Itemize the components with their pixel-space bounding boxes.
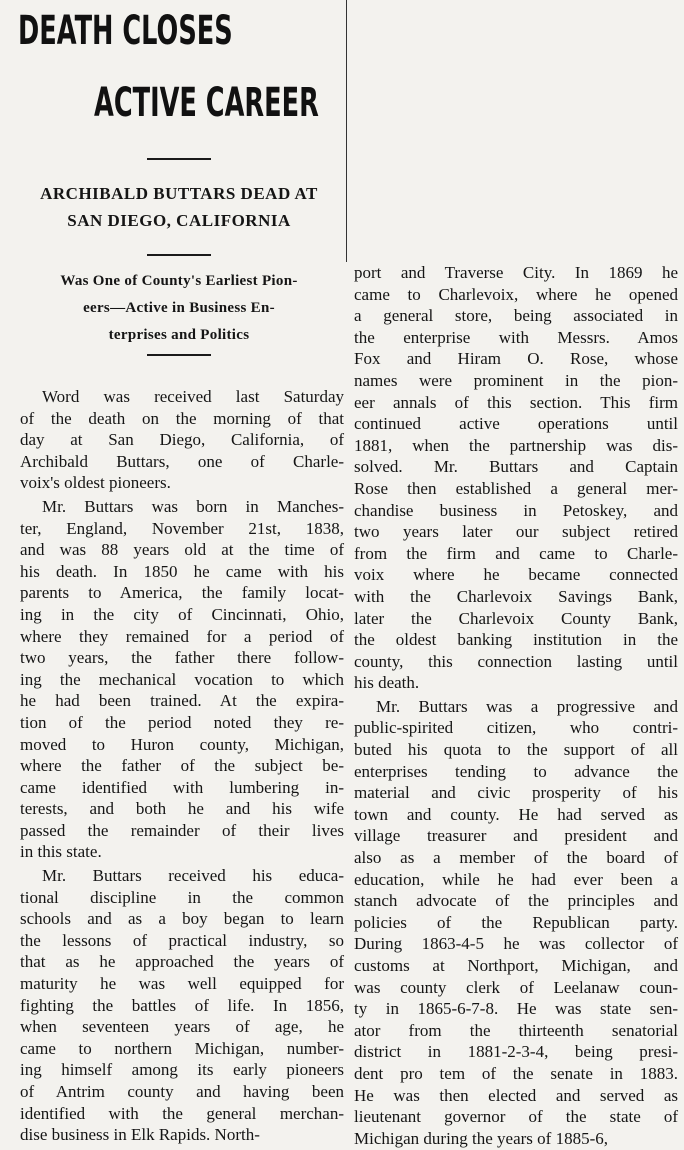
deck-line-2: eers—Active in Business En-	[83, 300, 275, 316]
deck-line-1: Was One of County's Earliest Pion-	[60, 273, 298, 289]
text-line: Mr. Buttars was a progressive and	[376, 696, 678, 716]
text-line: names were prominent in the pion-	[354, 370, 678, 390]
column-divider	[346, 0, 347, 262]
article-body-right	[354, 262, 678, 1149]
paragraph	[20, 386, 344, 494]
text-line: district in 1881-2-3-4, being presi-	[354, 1042, 678, 1062]
text-line: eer annals of this section. This firm	[354, 392, 678, 412]
text-line: enterprises tending to advance the	[354, 761, 678, 781]
text-line: day at San Diego, California, of	[20, 430, 344, 450]
subheadline-line-2: SAN DIEGO, CALIFORNIA	[67, 211, 291, 230]
text-line: public-spirited citizen, who contri-	[354, 718, 678, 738]
text-line: continued active operations until	[354, 414, 678, 434]
text-line: He was then elected and served as	[354, 1085, 678, 1105]
text-line: the enterprise with Messrs. Amos	[354, 327, 678, 347]
text-line: with the Charlevoix Savings Bank,	[354, 586, 678, 606]
text-line: port and Traverse City. In 1869 he	[354, 263, 678, 282]
text-line: two years, the father there follow-	[20, 648, 344, 668]
text-line: a general store, being associated in	[354, 306, 678, 326]
text-line: ing in the city of Cincinnati, Ohio,	[20, 604, 344, 624]
text-line: county, this connection lasting until	[354, 651, 678, 671]
text-line: the oldest banking institution in the	[354, 630, 678, 650]
subheadline	[14, 180, 344, 234]
text-line: of Antrim county and having been	[20, 1082, 344, 1101]
paragraph	[20, 496, 344, 863]
text-line: policies of the Republican party.	[354, 912, 678, 932]
headline-rule	[147, 158, 211, 160]
paragraph	[354, 262, 678, 694]
text-line: Word was received last Saturday	[42, 387, 344, 406]
text-line: buted his quota to the support of all	[354, 740, 678, 760]
headline-line-2: ACTIVE CAREER	[94, 80, 319, 126]
text-line: Michigan during the years of 1885-6,	[354, 1128, 608, 1148]
text-line: ator from the thirteenth senatorial	[354, 1020, 678, 1040]
text-line: ing himself among its early pioneers	[20, 1060, 344, 1080]
text-line: town and county. He had served as	[354, 804, 678, 824]
text-line: his death.	[354, 673, 420, 693]
text-line: the lessons of practical industry, so	[20, 930, 344, 950]
text-line: that as he approached the years of	[20, 952, 344, 972]
paragraph	[354, 696, 678, 1149]
text-line: dise business in Elk Rapids. North-	[20, 1125, 260, 1145]
text-line: of the death on the morning of that	[20, 408, 344, 428]
text-line: ter, England, November 21st, 1838,	[20, 518, 344, 538]
text-line: moved to Huron county, Michigan,	[20, 734, 344, 754]
text-line: Mr. Buttars was born in Manches-	[42, 496, 344, 516]
text-line: maturity he was well equipped for	[20, 974, 344, 994]
text-line: voix where he became connected	[354, 565, 678, 585]
text-line: village treasurer and president and	[354, 826, 678, 846]
text-line: voix's oldest pioneers.	[20, 473, 171, 493]
text-line: came to Charlevoix, where he opened	[354, 284, 678, 304]
text-line: stanch advocate of the principles and	[354, 891, 678, 911]
text-line: schools and as a boy began to learn	[20, 909, 344, 929]
text-line: in this state.	[20, 842, 102, 862]
text-line: education, while he had ever been a	[354, 869, 678, 889]
text-line: he had been trained. At the expira-	[20, 691, 344, 711]
text-line: tional discipline in the common	[20, 887, 344, 907]
text-line: parents to America, the family locat-	[20, 583, 344, 603]
deck-rule	[147, 354, 211, 356]
text-line: Rose then established a general mer-	[354, 478, 678, 498]
text-line: fighting the battles of life. In 1856,	[20, 995, 344, 1015]
text-line: passed the remainder of their lives	[20, 820, 344, 840]
subheadline-line-1: ARCHIBALD BUTTARS DEAD AT	[40, 184, 318, 203]
text-line: when seventeen years of age, he	[20, 1017, 344, 1037]
text-line: 1881, when the partnership was dis-	[354, 435, 678, 455]
text-line: customs at Northport, Michigan, and	[354, 956, 678, 975]
headline-line-1: DEATH CLOSES	[18, 8, 233, 54]
text-line: came to northern Michigan, number-	[20, 1038, 344, 1058]
text-line: Archibald Buttars, one of Charle-	[20, 451, 344, 471]
deck	[14, 268, 344, 349]
text-line: later the Charlevoix County Bank,	[354, 608, 678, 628]
text-line: solved. Mr. Buttars and Captain	[354, 457, 678, 477]
text-line: lieutenant governor of the state of	[354, 1107, 678, 1127]
text-line: material and civic prosperity of his	[354, 783, 678, 803]
text-line: also as a member of the board of	[354, 848, 678, 868]
text-line: chandise business in Petoskey, and	[354, 500, 678, 520]
text-line: ty in 1865-6-7-8. He was state sen-	[354, 999, 678, 1019]
text-line: and was 88 years old at the time of	[20, 540, 344, 560]
subheadline-rule	[147, 254, 211, 256]
text-line: his death. In 1850 he came with his	[20, 561, 344, 581]
text-line: came identified with lumbering in-	[20, 777, 344, 797]
text-line: During 1863-4-5 he was collector of	[354, 934, 678, 954]
text-line: was county clerk of Leelanaw coun-	[354, 977, 678, 997]
text-line: identified with the general merchan-	[20, 1103, 344, 1123]
text-line: Mr. Buttars received his educa-	[42, 866, 344, 886]
article-body-left	[20, 386, 344, 1146]
deck-line-3: terprises and Politics	[108, 327, 250, 343]
text-line: Fox and Hiram O. Rose, whose	[354, 349, 678, 369]
text-line: where the father of the subject be-	[20, 756, 344, 776]
text-line: tion of the period noted they re-	[20, 712, 344, 732]
text-line: dent pro tem of the senate in 1883.	[354, 1063, 678, 1083]
text-line: from the firm and came to Charle-	[354, 543, 678, 563]
paragraph	[20, 865, 344, 1146]
text-line: where they remained for a period of	[20, 626, 344, 646]
text-line: terests, and both he and his wife	[20, 799, 344, 819]
text-line: ing the mechanical vocation to which	[20, 669, 344, 689]
text-line: two years later our subject retired	[354, 522, 678, 542]
